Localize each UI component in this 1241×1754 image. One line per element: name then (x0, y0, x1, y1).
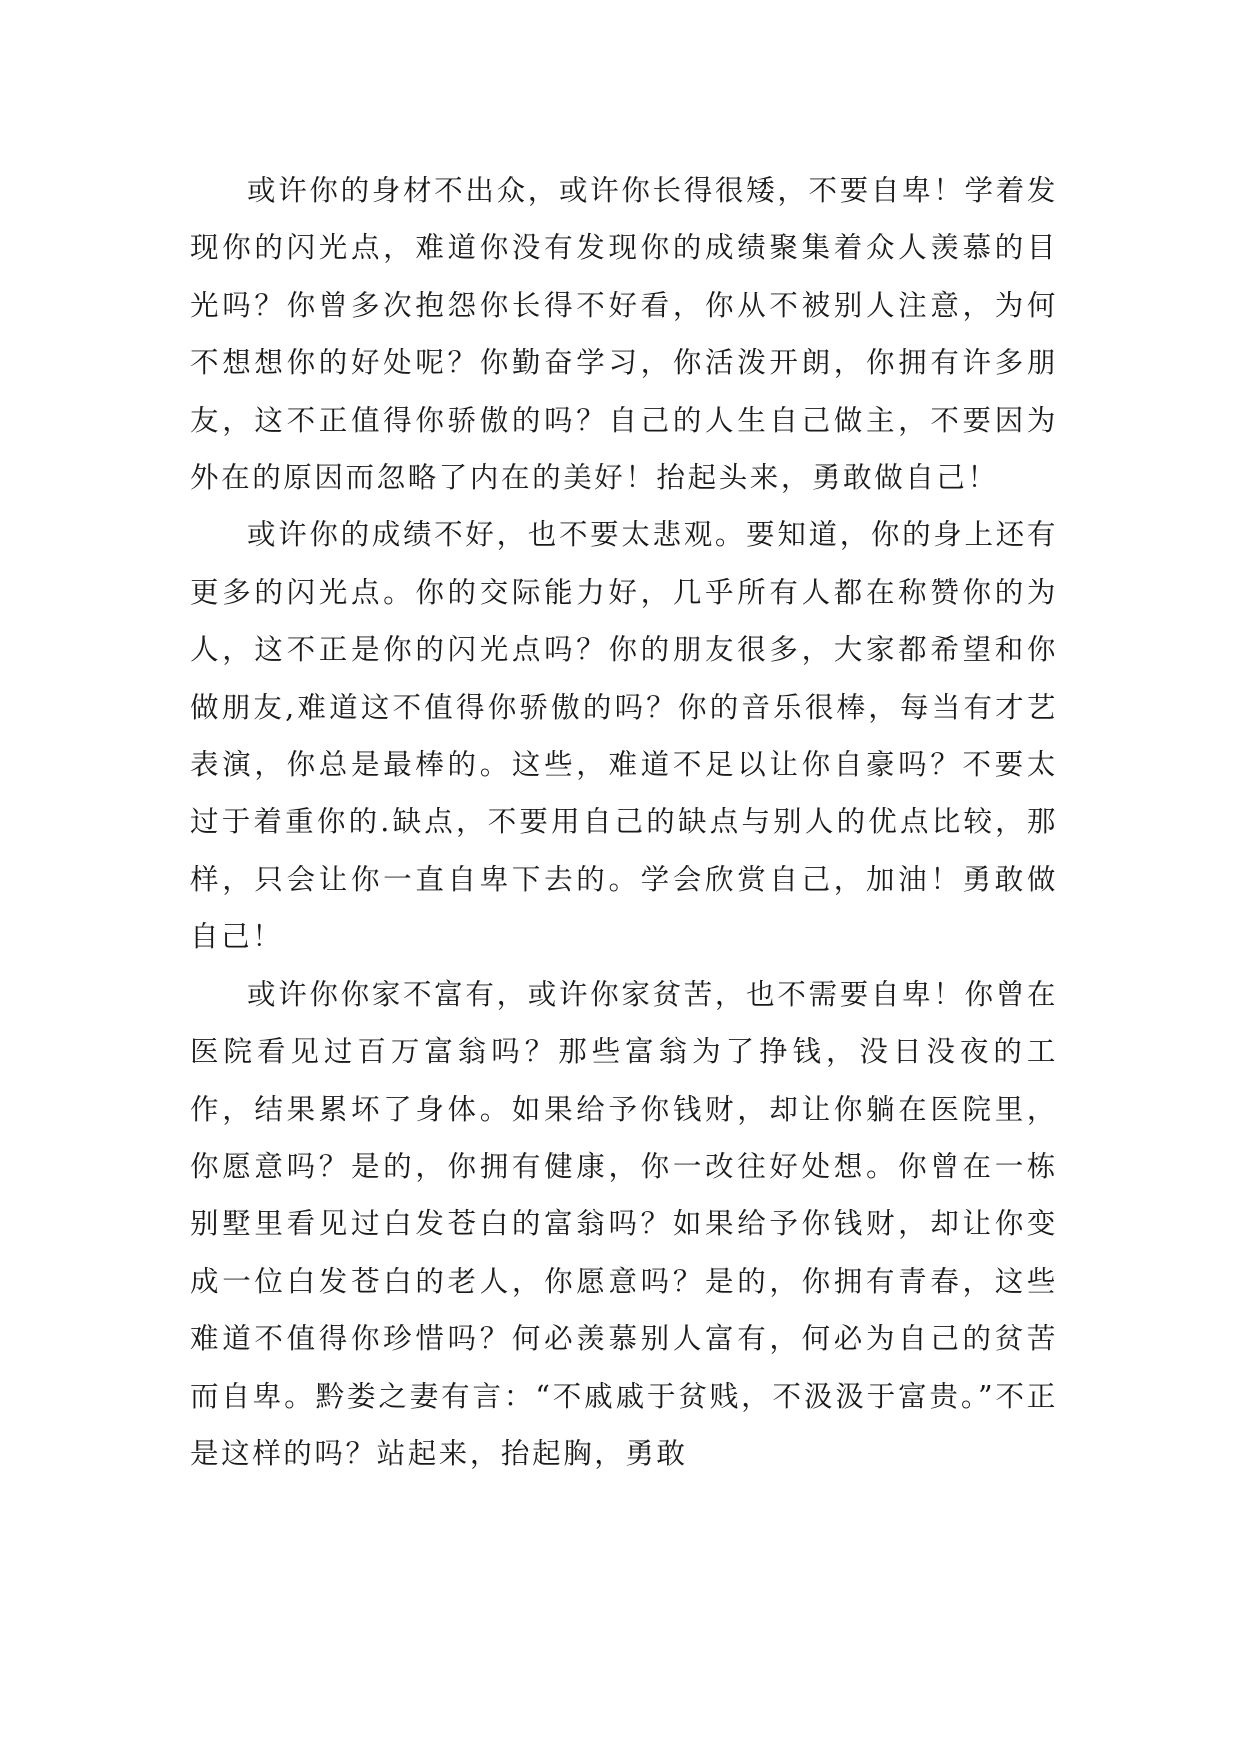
document-body (190, 162, 1058, 1482)
paragraph-1: 或许你的身材不出众，或许你长得很矮，不要自卑！学着发现你的闪光点，难道你没有发现你的成绩聚集着众人羡慕的目光吗？你曾多次抱怨你长得不好看，你从不被别人注意，为何不想想你的好处呢？你勤奋学习，你活泼开朗，你拥有许多朋友，这不正值得你骄傲的吗？自己的人生自己做主，不要因为外在的原因而忽略了内在的美好！抬起头来，勇敢做自己！ (190, 174, 1058, 495)
paragraph-2: 或许你的成绩不好，也不要太悲观。要知道，你的身上还有更多的闪光点。你的交际能力好，几乎所有人都在称赞你的为人，这不正是你的闪光点吗？你的朋友很多，大家都希望和你做朋友,难道这不值得你骄傲的吗？你的音乐很棒，每当有才艺表演，你总是最棒的。这些，难道不足以让你自豪吗？不要太过于着重你的.缺点，不要用自己的缺点与别人的优点比较，那样，只会让你一直自卑下去的。学会欣赏自己，加油！勇敢做自己！ (190, 518, 1058, 954)
paragraph-3: 或许你你家不富有，或许你家贫苦，也不需要自卑！你曾在医院看见过百万富翁吗？那些富翁为了挣钱，没日没夜的工作，结果累坏了身体。如果给予你钱财，却让你躺在医院里，你愿意吗？是的，你拥有健康，你一改往好处想。你曾在一栋别墅里看见过白发苍白的富翁吗？如果给予你钱财，却让你变成一位白发苍白的老人，你愿意吗？是的，你拥有青春，这些难道不值得你珍惜吗？何必羡慕别人富有，何必为自己的贫苦而自卑。黔娄之妻有言：“不戚戚于贫贱，不汲汲于富贵。”不正是这样的吗？站起来，抬起胸，勇敢 (190, 977, 1058, 1470)
